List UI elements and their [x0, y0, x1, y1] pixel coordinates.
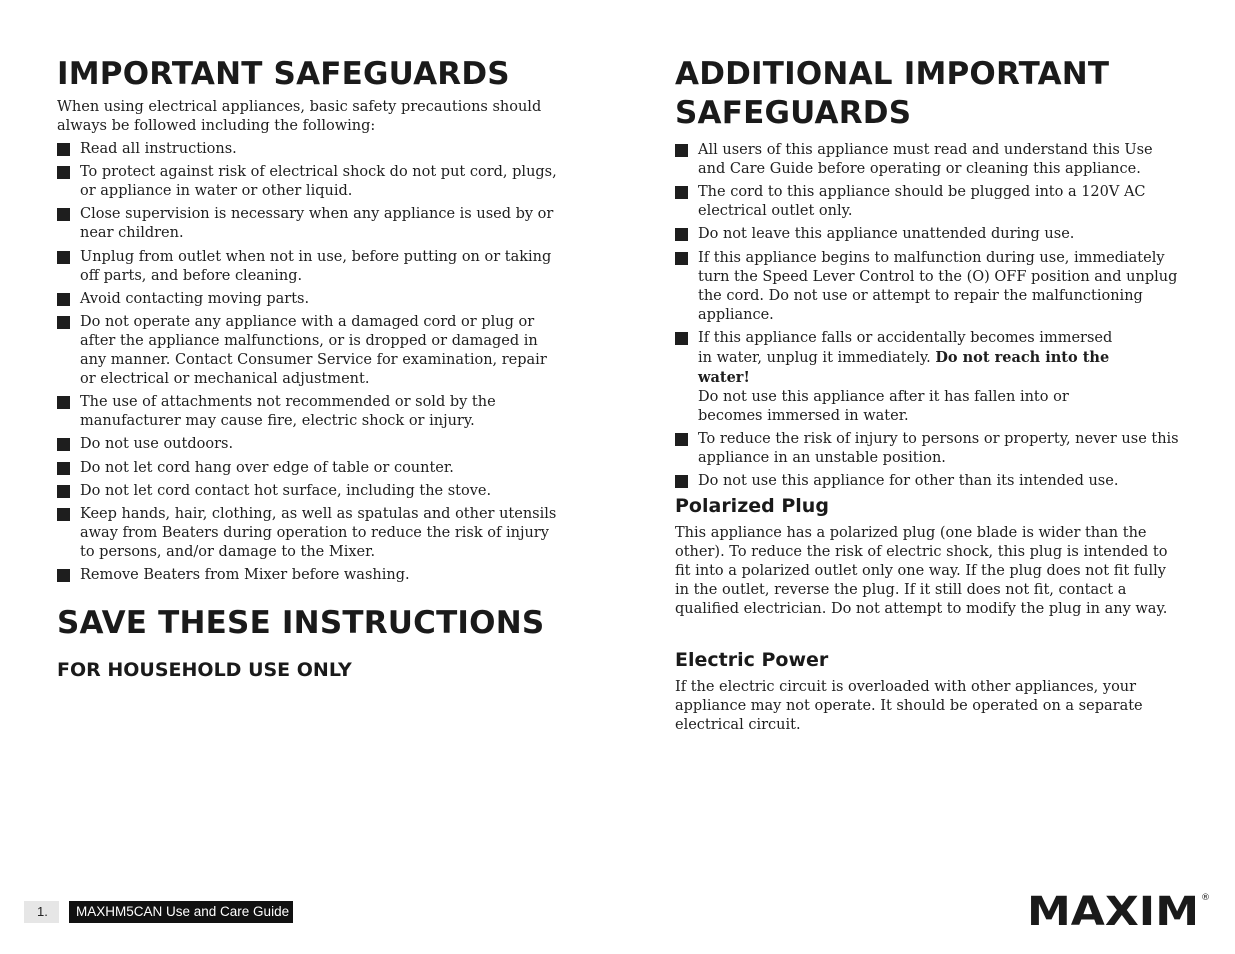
polarized-plug-text: This appliance has a polarized plug (one blade is wider than the other). To reduce the risk of electric shock, this plug is intended to fit into a polarized outlet only one way. If the plug does not fit fully in the outlet, reverse the plug. If it still does not fit, contact a qualified electrician. Do not attempt to modify the plug in any way.: [675, 525, 1168, 617]
list-item: Keep hands, hair, clothing, as well as spatulas and other utensils away from Beaters during operation to reduce the risk of injury to persons, and/or damage to the Mixer.: [57, 505, 562, 562]
list-item: If this appliance begins to malfunction during use, immediately turn the Speed Lever Control to the (O) OFF position and unplug the cord. Do not use or attempt to repair the malfunctioning appliance.: [675, 249, 1180, 325]
bullet-square-icon: [57, 396, 70, 409]
list-item: Do not use outdoors.: [57, 435, 562, 454]
list-item: Do not let cord contact hot surface, including the stove.: [57, 482, 562, 501]
bullet-square-icon: [57, 208, 70, 221]
list-item: The cord to this appliance should be plugged into a 120V AC electrical outlet only.: [675, 183, 1180, 221]
bullet-square-icon: [57, 569, 70, 582]
safeguards-list: [57, 140, 562, 589]
bullet-square-icon: [675, 228, 688, 241]
bullet-square-icon: [675, 144, 688, 157]
page-number: 1.: [24, 901, 59, 923]
polarized-plug-heading: Polarized Plug: [675, 495, 829, 517]
bullet-square-icon: [675, 475, 688, 488]
additional-safeguards-title: ADDITIONAL IMPORTANT SAFEGUARDS: [675, 56, 1110, 131]
bullet-square-icon: [57, 143, 70, 156]
bullet-square-icon: [57, 462, 70, 475]
warning-emphasis: Do not reach into the water!: [698, 348, 1110, 386]
list-item: Do not let cord hang over edge of table or counter.: [57, 459, 562, 478]
household-use-subtitle: FOR HOUSEHOLD USE ONLY: [57, 659, 352, 681]
list-item: Avoid contacting moving parts.: [57, 290, 562, 309]
list-item: The use of attachments not recommended or sold by the manufacturer may cause fire, electric shock or injury.: [57, 393, 562, 431]
bullet-square-icon: [57, 293, 70, 306]
save-instructions-title: SAVE THESE INSTRUCTIONS: [57, 605, 545, 641]
list-item: Do not leave this appliance unattended during use.: [675, 225, 1180, 244]
list-item: If this appliance falls or accidentally becomes immersed in water, unplug it immediately. Do not reach into the water! Do not use this appliance after it has fallen into or becomes immersed in water.: [675, 329, 1180, 426]
bullet-square-icon: [675, 332, 688, 345]
bullet-square-icon: [57, 316, 70, 329]
additional-safeguards-list: [675, 141, 1180, 495]
electric-power-heading: Electric Power: [675, 649, 829, 671]
list-item: Do not use this appliance for other than its intended use.: [675, 472, 1180, 491]
bullet-square-icon: [675, 186, 688, 199]
maxim-logo: [1027, 891, 1211, 929]
list-item: To reduce the risk of injury to persons or property, never use this appliance in an unstable position.: [675, 430, 1180, 468]
bullet-square-icon: [57, 438, 70, 451]
bullet-square-icon: [57, 166, 70, 179]
list-item: Do not operate any appliance with a damaged cord or plug or after the appliance malfunctions, or is dropped or damaged in any manner. Contact Consumer Service for examination, repair or electrical or mechanical adjustment.: [57, 313, 562, 389]
important-safeguards-title: IMPORTANT SAFEGUARDS: [57, 56, 510, 92]
list-item: Remove Beaters from Mixer before washing.: [57, 566, 562, 585]
bullet-square-icon: [675, 252, 688, 265]
list-item: To protect against risk of electrical shock do not put cord, plugs, or appliance in water or other liquid.: [57, 163, 562, 201]
bullet-square-icon: [57, 251, 70, 264]
electric-power-text: If the electric circuit is overloaded with other appliances, your appliance may not operate. It should be operated on a separate electrical circuit.: [675, 679, 1143, 733]
guide-label: MAXHM5CAN Use and Care Guide: [69, 901, 293, 923]
registered-mark: ®: [1201, 893, 1210, 903]
list-item: Close supervision is necessary when any appliance is used by or near children.: [57, 205, 562, 243]
intro-text: When using electrical appliances, basic safety precautions should always be followed including the following:: [57, 99, 542, 134]
list-item: All users of this appliance must read and understand this Use and Care Guide before operating or cleaning this appliance.: [675, 141, 1180, 179]
bullet-square-icon: [675, 433, 688, 446]
list-item: Read all instructions.: [57, 140, 562, 159]
bullet-square-icon: [57, 485, 70, 498]
maxim-logo-text: MAXIM: [1027, 891, 1199, 929]
list-item: Unplug from outlet when not in use, before putting on or taking off parts, and before cleaning.: [57, 248, 562, 286]
bullet-square-icon: [57, 508, 70, 521]
